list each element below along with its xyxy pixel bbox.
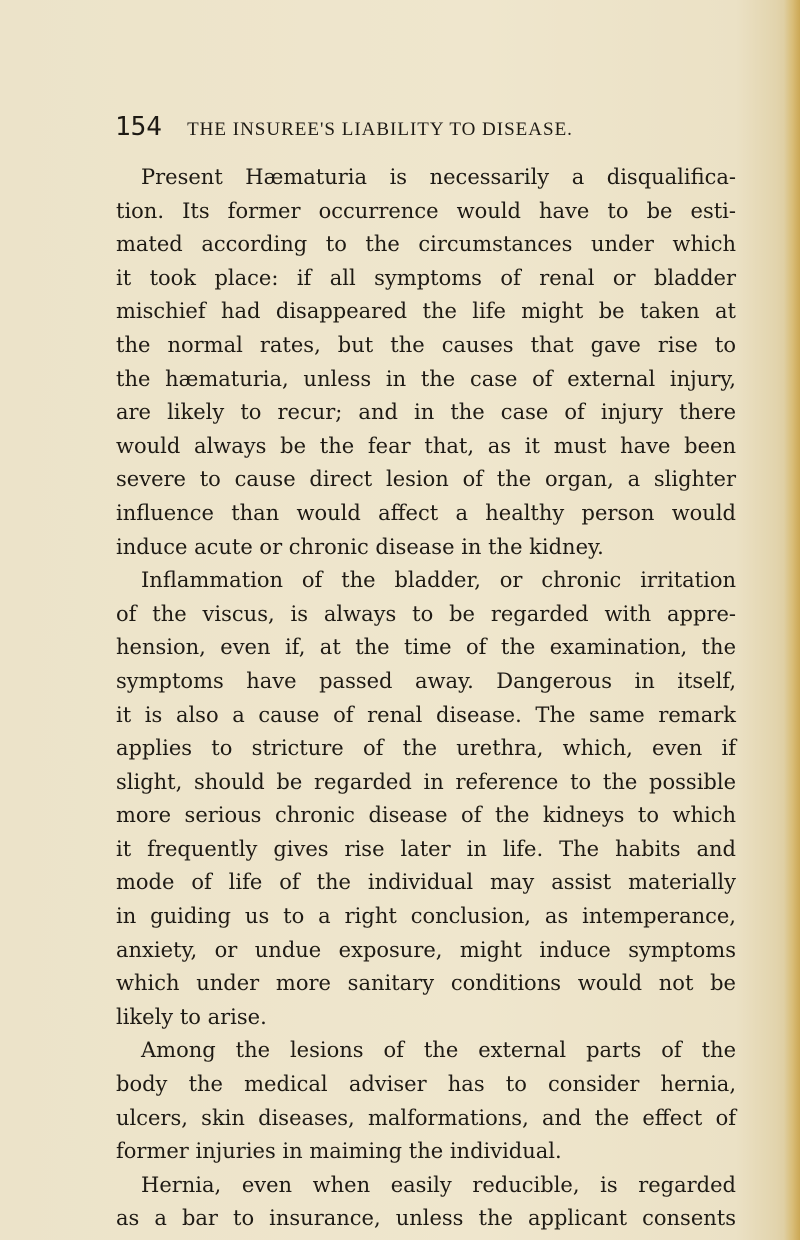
text-line: the hæmaturia, unless in the case of external injury, bbox=[116, 366, 736, 391]
text-line: it is also a cause of renal disease. The same remark bbox=[116, 702, 736, 727]
text-line: Hernia, even when easily reducible, is regarded bbox=[141, 1172, 736, 1197]
text-line: the normal rates, but the causes that gave rise to bbox=[116, 332, 736, 357]
text-line: mated according to the circumstances under which bbox=[116, 232, 736, 257]
text-line: it took place: if all symptoms of renal or bladder bbox=[116, 265, 736, 290]
text-line: it frequently gives rise later in life. The habits and bbox=[116, 836, 736, 861]
text-line: tion. Its former occurrence would have to be esti- bbox=[116, 198, 736, 223]
text-line: influence than would affect a healthy person would bbox=[116, 500, 736, 525]
text-line: body the medical adviser has to consider hernia, bbox=[116, 1072, 736, 1097]
text-line: induce acute or chronic disease in the kidney. bbox=[116, 534, 604, 559]
text-line: hension, even if, at the time of the examination, the bbox=[116, 635, 736, 660]
text-line: in guiding us to a right conclusion, as intemperance, bbox=[116, 904, 736, 929]
text-line: Inflammation of the bladder, or chronic irritation bbox=[141, 568, 736, 593]
text-line: mischief had disappeared the life might be taken at bbox=[116, 299, 736, 324]
text-line: of the viscus, is always to be regarded with appre- bbox=[116, 601, 736, 626]
text-line: anxiety, or undue exposure, might induce symptoms bbox=[116, 937, 736, 962]
text-line: more serious chronic disease of the kidneys to which bbox=[116, 803, 736, 828]
text-line: symptoms have passed away. Dangerous in itself, bbox=[116, 668, 736, 693]
text-line: would always be the fear that, as it must have been bbox=[116, 433, 736, 458]
text-line: former injuries in maiming the individual. bbox=[116, 1139, 562, 1164]
text-line: are likely to recur; and in the case of injury there bbox=[116, 400, 736, 425]
text-line: likely to arise. bbox=[116, 1004, 267, 1029]
body-text bbox=[116, 161, 736, 1236]
page-edge-shading bbox=[784, 0, 800, 1240]
text-line: Among the lesions of the external parts of the bbox=[141, 1038, 736, 1063]
running-header bbox=[115, 112, 735, 146]
text-line: applies to stricture of the urethra, which, even if bbox=[116, 736, 736, 761]
text-line: as a bar to insurance, unless the applicant consents bbox=[116, 1206, 736, 1231]
text-line: Present Hæmaturia is necessarily a disqualifica- bbox=[141, 165, 736, 189]
text-line: slight, should be regarded in reference to the possible bbox=[116, 769, 736, 794]
page-number: 154 bbox=[115, 112, 162, 142]
text-line: severe to cause direct lesion of the organ, a slighter bbox=[116, 467, 736, 492]
text-line: ulcers, skin diseases, malformations, and the effect of bbox=[116, 1105, 736, 1130]
text-line: which under more sanitary conditions would not be bbox=[116, 971, 736, 996]
text-line: mode of life of the individual may assist materially bbox=[116, 870, 736, 895]
running-title: THE INSUREE'S LIABILITY TO DISEASE. bbox=[187, 119, 573, 140]
